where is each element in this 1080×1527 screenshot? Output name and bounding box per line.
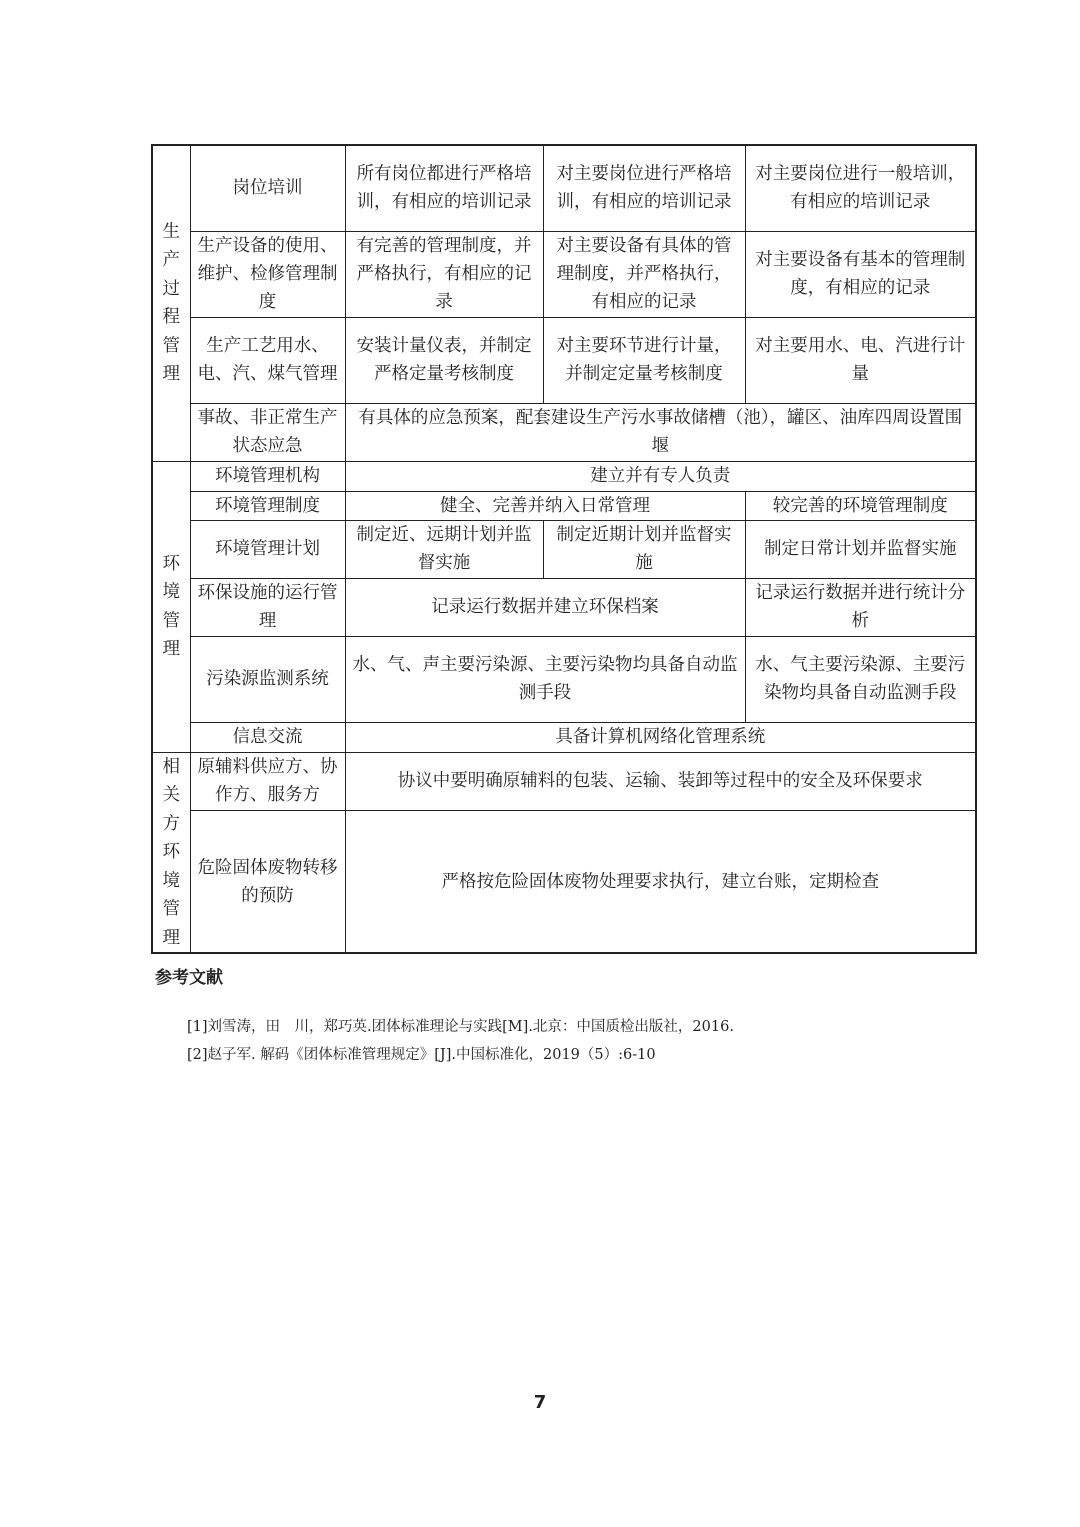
merged-criteria-cell: 协议中要明确原辅料的包装、运输、装卸等过程中的安全及环保要求: [345, 752, 976, 811]
item-cell: 环境管理计划: [190, 520, 345, 578]
criteria-cell-3: 对主要岗位进行一般培训，有相应的培训记录: [745, 145, 976, 231]
criteria-cell-3: 水、气主要污染源、主要污染物均具备自动监测手段: [745, 636, 976, 722]
criteria-cell-1: 所有岗位都进行严格培训，有相应的培训记录: [345, 145, 543, 231]
merged-criteria-cell: 严格按危险固体废物处理要求执行，建立台账，定期检查: [345, 811, 976, 953]
category-cell: 环境管理: [152, 461, 190, 752]
reference-item: [1]刘雪涛，田 川，郑巧英.团体标准理论与实践[M].北京：中国质检出版社，2016.: [187, 1019, 734, 1035]
merged-criteria-cell: 记录运行数据并建立环保档案: [345, 578, 745, 636]
table-row: [152, 578, 976, 636]
criteria-cell-3: 记录运行数据并进行统计分析: [745, 578, 976, 636]
criteria-cell-3: 制定日常计划并监督实施: [745, 520, 976, 578]
environment-management-table: [151, 144, 977, 954]
table-row: [152, 811, 976, 953]
item-cell: 原辅料供应方、协作方、服务方: [190, 752, 345, 811]
category-cell: 相关方环境管理: [152, 752, 190, 953]
criteria-cell-2: 对主要环节进行计量，并制定定量考核制度: [543, 317, 745, 403]
page-number: 7: [533, 1392, 547, 1413]
table-row: [152, 491, 976, 520]
criteria-cell-3: 对主要用水、电、汽进行计量: [745, 317, 976, 403]
criteria-cell-3: 对主要设备有基本的管理制度，有相应的记录: [745, 231, 976, 317]
item-cell: 岗位培训: [190, 145, 345, 231]
criteria-cell-2: 对主要岗位进行严格培训，有相应的培训记录: [543, 145, 745, 231]
criteria-cell-3: 较完善的环境管理制度: [745, 491, 976, 520]
table-row: [152, 752, 976, 811]
item-cell: 污染源监测系统: [190, 636, 345, 722]
item-cell: 事故、非正常生产状态应急: [190, 403, 345, 461]
item-cell: 环境管理机构: [190, 461, 345, 491]
merged-criteria-cell: 水、气、声主要污染源、主要污染物均具备自动监测手段: [345, 636, 745, 722]
item-cell: 信息交流: [190, 722, 345, 752]
references-section: [155, 965, 955, 1069]
item-cell: 环境管理制度: [190, 491, 345, 520]
table-row: [152, 403, 976, 461]
table-row: [152, 636, 976, 722]
criteria-cell-1: 有完善的管理制度，并严格执行，有相应的记录: [345, 231, 543, 317]
table-row: [152, 231, 976, 317]
merged-criteria-cell: 建立并有专人负责: [345, 461, 976, 491]
criteria-cell-1: 制定近、远期计划并监督实施: [345, 520, 543, 578]
item-cell: 危险固体废物转移的预防: [190, 811, 345, 953]
table-row: [152, 317, 976, 403]
criteria-cell-2: 对主要设备有具体的管理制度，并严格执行，有相应的记录: [543, 231, 745, 317]
references-heading: 参考文献: [155, 968, 223, 988]
merged-criteria-cell: 具备计算机网络化管理系统: [345, 722, 976, 752]
merged-criteria-cell: 有具体的应急预案，配套建设生产污水事故储槽（池），罐区、油库四周设置围堰: [345, 403, 976, 461]
item-cell: 生产工艺用水、电、汽、煤气管理: [190, 317, 345, 403]
reference-item: [2]赵子军. 解码《团体标准管理规定》[J].中国标准化，2019（5）:6-10: [187, 1047, 656, 1063]
table-row: [152, 145, 976, 231]
table-row: [152, 722, 976, 752]
item-cell: 生产设备的使用、维护、检修管理制度: [190, 231, 345, 317]
table-row: [152, 461, 976, 491]
criteria-cell-2: 制定近期计划并监督实施: [543, 520, 745, 578]
merged-criteria-cell: 健全、完善并纳入日常管理: [345, 491, 745, 520]
criteria-cell-1: 安装计量仪表，并制定严格定量考核制度: [345, 317, 543, 403]
item-cell: 环保设施的运行管理: [190, 578, 345, 636]
table-row: [152, 520, 976, 578]
category-cell: 生产过程管理: [152, 145, 190, 461]
